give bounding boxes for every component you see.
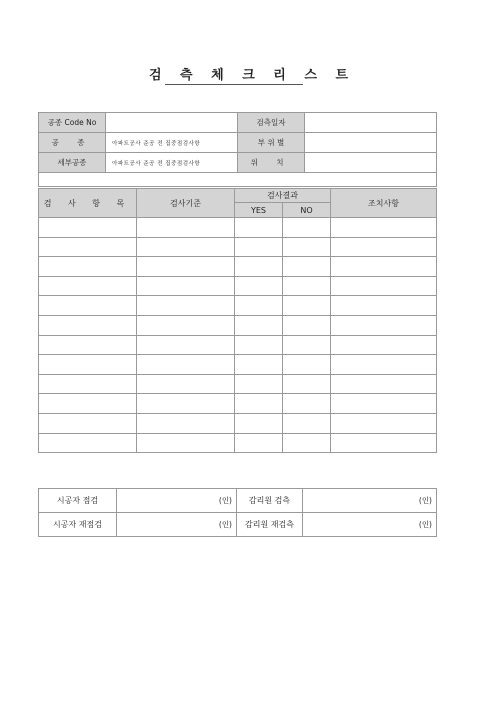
work-label: 공 종 [39,133,106,153]
action-cell[interactable] [331,355,437,375]
criteria-cell[interactable] [137,218,235,238]
yes-cell[interactable] [235,315,283,335]
blank-row [39,173,437,187]
sub-value[interactable]: 아파트공사 준공 전 집중점검사항 [106,153,238,173]
item-cell[interactable] [39,315,137,335]
section-label: 부 위 별 [238,133,305,153]
yes-cell[interactable] [235,433,283,453]
criteria-cell[interactable] [137,257,235,277]
page-title: 검 측 체 크 리 스 트 [148,68,356,83]
col-yes-header: YES [235,203,283,218]
code-label: 공종 Code No [39,113,106,133]
yes-cell[interactable] [235,335,283,355]
no-cell[interactable] [283,413,331,433]
inspection-row [39,257,437,277]
item-cell[interactable] [39,237,137,257]
col-result-header: 검사결과 [235,189,331,203]
inspection-row [39,433,437,453]
location-value[interactable] [305,153,437,173]
supervisor-check-label: 감리원 검측 [237,489,303,513]
col-action-header: 조치사항 [331,189,437,218]
yes-cell[interactable] [235,237,283,257]
yes-cell[interactable] [235,257,283,277]
action-cell[interactable] [331,257,437,277]
yes-cell[interactable] [235,296,283,316]
item-cell[interactable] [39,296,137,316]
criteria-cell[interactable] [137,296,235,316]
work-value[interactable]: 아파트공사 준공 전 집중점검사항 [106,133,238,153]
criteria-cell[interactable] [137,374,235,394]
criteria-cell[interactable] [137,394,235,414]
item-cell[interactable] [39,276,137,296]
item-cell[interactable] [39,257,137,277]
info-row-blank [39,173,437,187]
builder-check-label: 시공자 점검 [39,489,117,513]
no-cell[interactable] [283,257,331,277]
sub-label: 세부공종 [39,153,106,173]
no-cell[interactable] [283,276,331,296]
yes-cell[interactable] [235,276,283,296]
action-cell[interactable] [331,413,437,433]
criteria-cell[interactable] [137,315,235,335]
yes-cell[interactable] [235,355,283,375]
item-cell[interactable] [39,355,137,375]
action-cell[interactable] [331,394,437,414]
criteria-cell[interactable] [137,433,235,453]
col-no-header: NO [283,203,331,218]
section-value[interactable] [305,133,437,153]
date-value[interactable] [305,113,437,133]
no-cell[interactable] [283,394,331,414]
action-cell[interactable] [331,296,437,316]
inspection-table [38,188,437,453]
yes-cell[interactable] [235,413,283,433]
no-cell[interactable] [283,335,331,355]
inspection-row [39,335,437,355]
builder-check-seal[interactable]: (인) [117,489,237,513]
item-cell[interactable] [39,374,137,394]
inspection-row [39,276,437,296]
col-item-header: 검 사 항 목 [39,189,137,218]
item-cell[interactable] [39,394,137,414]
yes-cell[interactable] [235,374,283,394]
action-cell[interactable] [331,237,437,257]
inspection-body [39,218,437,453]
criteria-cell[interactable] [137,237,235,257]
code-value[interactable] [106,113,238,133]
location-label: 위 치 [238,153,305,173]
no-cell[interactable] [283,374,331,394]
inspection-row [39,218,437,238]
inspection-row [39,296,437,316]
sign-row-1 [39,489,437,513]
action-cell[interactable] [331,315,437,335]
title-underline [165,84,303,85]
inspection-row [39,315,437,335]
inspection-row [39,237,437,257]
item-cell[interactable] [39,218,137,238]
inspection-header-row [39,189,437,203]
supervisor-recheck-label: 감리원 재검측 [237,513,303,537]
inspection-row [39,394,437,414]
sign-table [38,488,437,537]
inspection-row [39,413,437,433]
action-cell[interactable] [331,335,437,355]
item-cell[interactable] [39,433,137,453]
item-cell[interactable] [39,335,137,355]
supervisor-recheck-seal[interactable]: (인) [303,513,437,537]
date-label: 검측일자 [238,113,305,133]
no-cell[interactable] [283,315,331,335]
criteria-cell[interactable] [137,413,235,433]
inspection-row [39,374,437,394]
no-cell[interactable] [283,218,331,238]
info-row-work [39,133,437,153]
info-table [38,112,437,187]
inspection-row [39,355,437,375]
criteria-cell[interactable] [137,335,235,355]
action-cell[interactable] [331,433,437,453]
info-row-code [39,113,437,133]
action-cell[interactable] [331,218,437,238]
supervisor-check-seal[interactable]: (인) [303,489,437,513]
no-cell[interactable] [283,433,331,453]
builder-recheck-label: 시공자 재점검 [39,513,117,537]
sign-row-2 [39,513,437,537]
col-criteria-header: 검사기준 [137,189,235,218]
no-cell[interactable] [283,355,331,375]
action-cell[interactable] [331,276,437,296]
item-cell[interactable] [39,413,137,433]
no-cell[interactable] [283,237,331,257]
builder-recheck-seal[interactable]: (인) [117,513,237,537]
criteria-cell[interactable] [137,276,235,296]
no-cell[interactable] [283,296,331,316]
yes-cell[interactable] [235,218,283,238]
info-row-sub [39,153,437,173]
criteria-cell[interactable] [137,355,235,375]
yes-cell[interactable] [235,394,283,414]
action-cell[interactable] [331,374,437,394]
